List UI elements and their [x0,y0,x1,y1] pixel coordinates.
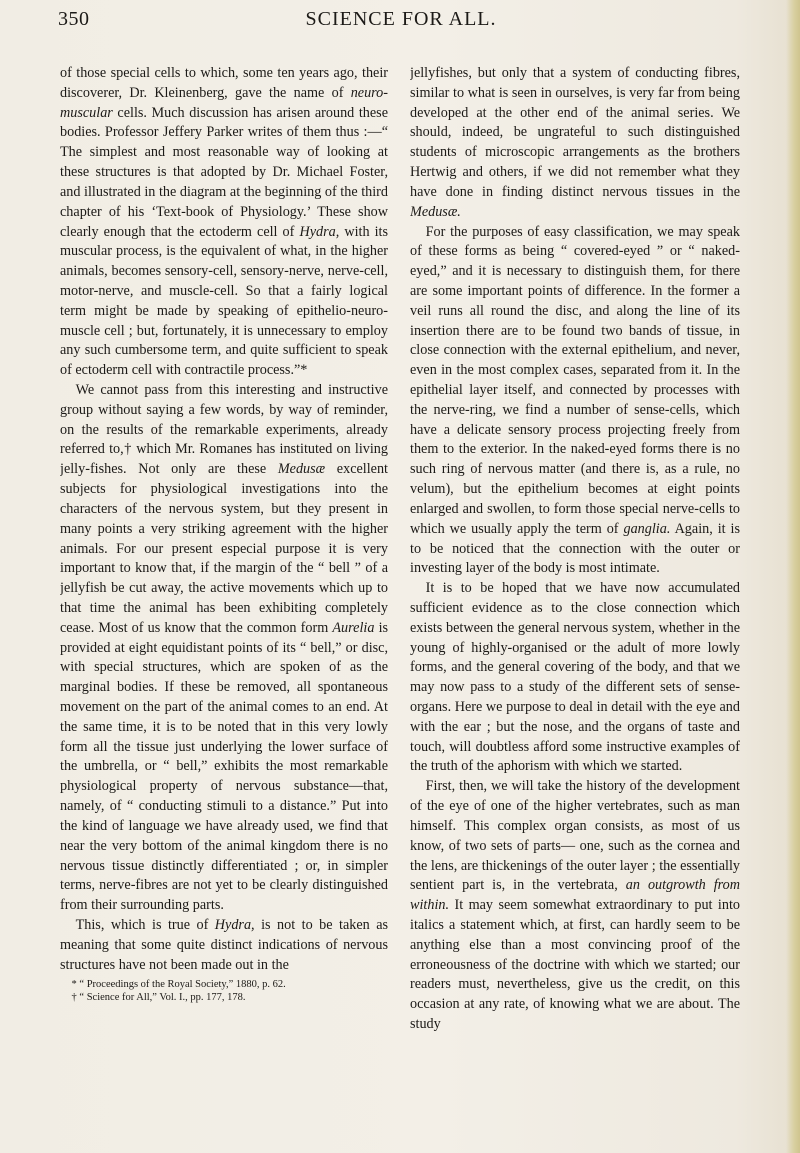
footnotes [60,979,388,1004]
paragraph: First, then, we will take the history of the development of the eye of one of the higher vertebrates, such as man himself. This complex organ consists, as most of us know, of two sets of parts— one, such as the cornea and the lens, are thickenings of the outer layer ; the essentially sentient part is, in the vertebrata, an outgrowth from within. It may seem somewhat extraordinary to put into italics a statement which, at first, can hardly seem to be anything else than a most convincing proof of the erroneousness of the doctrine with which we started; our readers must, nevertheless, give us the credit, on this occasion at any rate, of knowing what we are about. The study [410,778,740,1032]
footnote: * “ Proceedings of the Royal Society,” 1880, p. 62. [71,979,286,991]
paragraph: It is to be hoped that we have now accumulated sufficient evidence as to the close connection which exists between the general nervous system, whether in the young of highly-organised or the adult of more lowly forms, and the general covering of the body, and that we may now pass to a study of the different sets of sense-organs. Here we purpose to deal in detail with the eye and with the ear ; but the nose, and the organs of taste and touch, will doubtless afford some instructive examples of the truth of the aphorism with which we started. [410,580,740,775]
paragraph: We cannot pass from this interesting and instructive group without saying a few words, by way of reminder, on the results of the remarkable experiments, already referred to,† which Mr. Romanes has instituted on living jelly-fishes. Not only are these Medusæ excellent subjects for physiological investigations into the characters of the nervous system, but they present in many points a very striking agreement with the higher animals. For our present especial purpose it is very important to know that, if the margin of the “ bell ” of a jellyfish be cut away, the active movements which up to that time the animal has been exhibiting completely cease. Most of us know that the common form Aurelia is provided at eight equidistant points of its “ bell,” or disc, with special structures, which are spoken of as the marginal bodies. If these be removed, all spontaneous movement on the part of the animal comes to an end. At the same time, it is to be noted that in this very lowly form all the tissue just underlying the lower surface of the umbrella, or “ bell,” exhibits the most remarkable physiological property of nervous substance—that, namely, of “ conducting stimuli to a distance.” Put into the kind of language we have already used, we find that near the very bottom of the animal kingdom there is no nervous tissue distinctly differentiated ; or, in simpler terms, nerve-fibres are not yet to be clearly distinguished from their surrounding parts. [60,382,388,914]
paragraph: of those special cells to which, some ten years ago, their discoverer, Dr. Kleinenberg, gave the name of neuro-muscular cells. Much discussion has arisen around these bodies. Professor Jeffery Parker writes of them thus :—“ The simplest and most reasonable way of looking at these structures is that adopted by Dr. Michael Foster, and illustrated in the diagram at the beginning of the third chapter of his ‘Text-book of Physiology.’ These show clearly enough that the ectoderm cell of Hydra, with its muscular process, is the equivalent of what, in the higher animals, becomes sensory-cell, sensory-nerve, nerve-cell, motor-nerve, and muscle-cell. So that a fairly logical term might be made by speaking of epithelio-neuro-muscle cell ; but, fortunately, it is unnecessary to employ any such cumbersome term, and quite sufficient to speak of ectoderm cell with contractile process.”* [60,65,388,379]
running-head: SCIENCE FOR ALL. [305,8,497,30]
right-column [410,64,740,1124]
footnote: † “ Science for All,” Vol. I., pp. 177, 178. [71,991,246,1003]
paragraph: This, which is true of Hydra, is not to be taken as meaning that some quite distinct indications of nervous structures have not been made out in the [60,916,388,973]
page-header [40,8,762,38]
page-number: 350 [58,8,90,30]
page-edge-shadow [786,0,800,1153]
paragraph: For the purposes of easy classification, we may speak of these forms as being “ covered-eyed ” or “ naked-eyed,” and it is necessary to distinguish them, for there are some important points of difference. In the former a veil runs all round the disc, and along the line of its insertion there are to be found two bands of tissue, in close connection with the external epithelium, and never, even in the most complex cases, separated from it. In the epithelial layer itself, and connected by processes with the nerve-ring, we find a number of sense-cells, which have a delicate sensory process projecting freely from them to the exterior. In the naked-eyed forms there is no such ring of nervous matter (and there is, as a rule, no velum), but the epithelium becomes at eight points enlarged and swollen, to form those special nerve-cells to which we usually apply the term of ganglia. Again, it is to be noticed that the connection with the outer or investing layer of the body is most intimate. [410,223,740,577]
paragraph: jellyfishes, but only that a system of conducting fibres, similar to what is seen in ourselves, is very far from being developed at the other end of the animal series. We should, indeed, be ungrateful to such distinguished students of microscopic arrangements as the brothers Hertwig and others, if we did not remember what they have done in finding distinct nervous tissues in the Medusæ. [410,65,740,220]
left-column [60,64,388,1124]
